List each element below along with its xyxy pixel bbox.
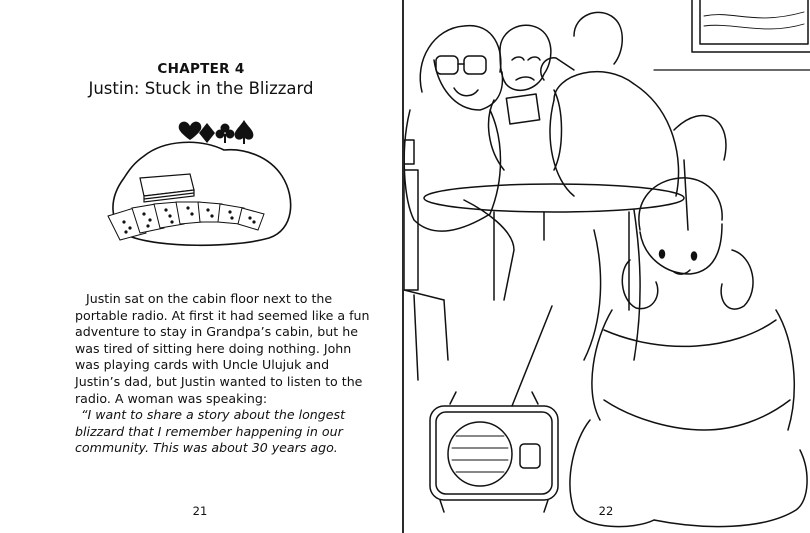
left-page	[0, 0, 402, 533]
story-quote: “I want to share a story about the longest blizzard that I remember happening in our community. This was about 30 years ago.	[75, 407, 346, 456]
chapter-label: CHAPTER 4	[157, 61, 245, 77]
page-number-left: 21	[192, 504, 208, 518]
wooden-chair	[404, 140, 448, 380]
man-with-tuque	[541, 12, 679, 360]
cabin-scene-illustration	[404, 0, 810, 533]
story-text	[75, 291, 375, 457]
chapter-title: Justin: Stuck in the Blizzard	[88, 79, 314, 98]
chair-back-right	[674, 116, 726, 230]
card-game-vignette	[104, 118, 294, 248]
page-number-right: 22	[598, 504, 614, 518]
man-with-glasses	[404, 26, 514, 300]
wall-picture-frame	[692, 0, 810, 52]
card-suits-icon	[179, 120, 254, 144]
right-page	[404, 0, 810, 533]
story-paragraph: Justin sat on the cabin floor next to the portable radio. At first it had seemed like a fun adventure to stay in Grandpa’s cabin, but he was tired of sitting here doing nothing. John was playing cards with Uncle Ulujuk and Justin’s dad, but Justin wanted to listen to the radio. A woman was speaking:	[75, 291, 370, 406]
portable-radio-icon	[430, 306, 558, 512]
card-deck-icon	[140, 174, 194, 202]
spread-cards-icon	[108, 202, 264, 240]
